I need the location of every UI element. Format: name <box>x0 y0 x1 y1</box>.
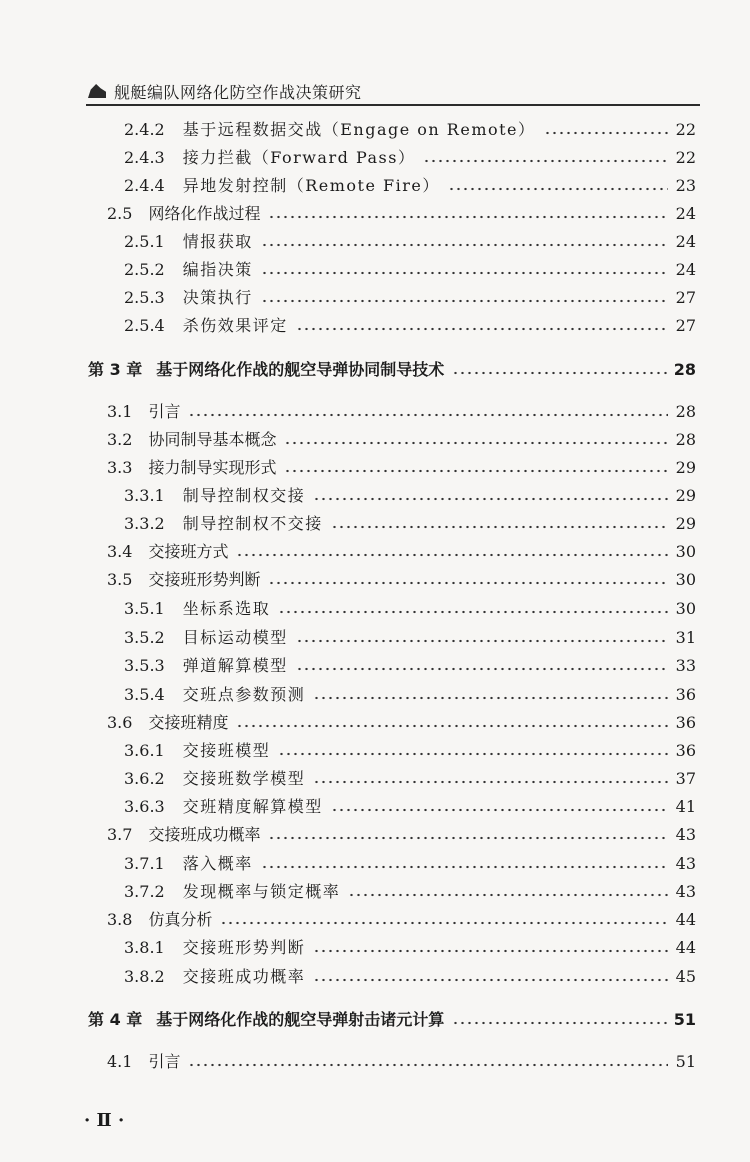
section-title: 交班点参数预测 <box>182 685 306 704</box>
section-title: 交接班成功概率 <box>148 825 261 844</box>
dot-leader <box>268 581 668 585</box>
page-number: 30 <box>675 599 696 618</box>
toc-entry-3-4[interactable] <box>107 534 696 562</box>
section-title: 交接班模型 <box>182 741 271 760</box>
section-number: 2.5 <box>107 204 133 223</box>
toc-entry-3-3-2[interactable] <box>124 506 696 534</box>
page-number: 43 <box>675 882 696 901</box>
toc-entry-3-8-1[interactable] <box>124 930 696 958</box>
section-number: 2.5.2 <box>124 260 165 279</box>
section-number: 3.6.3 <box>124 797 165 816</box>
toc-entry-2-5[interactable] <box>107 196 696 224</box>
toc-entry-3-6-2[interactable] <box>124 761 696 789</box>
toc-entry-3-7[interactable] <box>107 817 696 845</box>
page-number: 43 <box>675 825 696 844</box>
section-title: 交接班成功概率 <box>182 967 306 986</box>
toc-entry-2-4-3[interactable] <box>124 140 696 168</box>
toc-entry-2-5-2[interactable] <box>124 252 696 280</box>
section-title: 弹道解算模型 <box>182 656 288 675</box>
page-number: 28 <box>675 402 696 421</box>
dot-leader <box>261 271 668 275</box>
toc-entry-3-8[interactable] <box>107 902 696 930</box>
dot-leader <box>220 921 668 925</box>
section-title: 接力制导实现形式 <box>148 458 277 477</box>
section-number: 3.5.3 <box>124 656 165 675</box>
section-number: 4.1 <box>107 1052 133 1071</box>
toc-entry-2-5-3[interactable] <box>124 280 696 308</box>
dot-leader <box>188 1063 668 1067</box>
section-number: 3.4 <box>107 542 133 561</box>
section-title: 交接班形势判断 <box>182 938 306 957</box>
toc-entry-3-3-1[interactable] <box>124 478 696 506</box>
page-number: 30 <box>675 570 696 589</box>
section-number: 3.3 <box>107 458 133 477</box>
page-number: 44 <box>675 910 696 929</box>
page-number: 45 <box>675 967 696 986</box>
section-title: 引言 <box>148 402 181 421</box>
section-title: 仿真分析 <box>148 910 213 929</box>
page-number: 36 <box>675 713 696 732</box>
toc-entry-2-4-4[interactable] <box>124 168 696 196</box>
section-title: 落入概率 <box>182 854 253 873</box>
section-title: 制导控制权不交接 <box>182 514 323 533</box>
dot-leader <box>236 553 668 557</box>
page-number: 22 <box>675 148 696 167</box>
dot-leader <box>313 497 668 501</box>
toc-entry-3-5-4[interactable] <box>124 677 696 705</box>
header-rule <box>86 104 700 106</box>
section-number: 3.1 <box>107 402 133 421</box>
toc-entry-3-6-3[interactable] <box>124 789 696 817</box>
dot-leader <box>236 724 668 728</box>
toc-entry-3-7-2[interactable] <box>124 874 696 902</box>
page-number: 44 <box>675 938 696 957</box>
section-number: 3.5.1 <box>124 599 165 618</box>
dot-leader <box>278 610 668 614</box>
dot-leader <box>261 865 668 869</box>
toc-entry-3-5-3[interactable] <box>124 648 696 676</box>
toc-entry-2-5-1[interactable] <box>124 224 696 252</box>
page-number: 30 <box>675 542 696 561</box>
page-number: 36 <box>675 685 696 704</box>
section-number: 3.3.2 <box>124 514 165 533</box>
dot-leader <box>313 949 668 953</box>
toc-entry-3-8-2[interactable] <box>124 959 696 987</box>
section-title: 制导控制权交接 <box>182 486 306 505</box>
section-title: 交班精度解算模型 <box>182 797 323 816</box>
page-number: 27 <box>675 316 696 335</box>
toc-entry-3-3[interactable] <box>107 450 696 478</box>
section-title: 协同制导基本概念 <box>148 430 277 449</box>
toc-entry-3-5-2[interactable] <box>124 620 696 648</box>
page-number: 22 <box>675 120 696 139</box>
dot-leader <box>268 836 668 840</box>
chapter-title: 基于网络化作战的舰空导弹协同制导技术 <box>156 360 445 379</box>
page-number: 51 <box>673 1010 696 1029</box>
section-title: 目标运动模型 <box>182 628 288 647</box>
section-title: 编指决策 <box>182 260 253 279</box>
section-title: 交接班形势判断 <box>148 570 261 589</box>
section-title: 情报获取 <box>182 232 253 251</box>
chapter-number: 第 4 章 <box>88 1010 143 1029</box>
section-title: 杀伤效果评定 <box>182 316 288 335</box>
page-folio: · Ⅱ · <box>84 1110 125 1131</box>
section-number: 2.5.1 <box>124 232 165 251</box>
section-title: 坐标系选取 <box>182 599 271 618</box>
section-number: 3.6.2 <box>124 769 165 788</box>
section-number: 2.4.3 <box>124 148 165 167</box>
page-number: 29 <box>675 458 696 477</box>
dot-leader <box>452 1021 667 1025</box>
page-number: 37 <box>675 769 696 788</box>
running-header-title: 舰艇编队网络化防空作战决策研究 <box>114 82 362 102</box>
section-number: 3.3.1 <box>124 486 165 505</box>
dot-leader <box>313 696 668 700</box>
dot-leader <box>284 469 668 473</box>
publisher-logo-icon <box>88 84 106 98</box>
section-number: 2.5.3 <box>124 288 165 307</box>
toc-entry-3-2[interactable] <box>107 422 696 450</box>
dot-leader <box>544 131 668 135</box>
toc-entry-3-6[interactable] <box>107 705 696 733</box>
section-title: 决策执行 <box>182 288 253 307</box>
section-title: 交接班数学模型 <box>182 769 306 788</box>
section-number: 2.4.2 <box>124 120 165 139</box>
section-title: 异地发射控制（Remote Fire） <box>182 176 440 195</box>
section-number: 3.7.1 <box>124 854 165 873</box>
toc-entry-3-1[interactable] <box>107 394 696 422</box>
page-number: 28 <box>673 360 696 379</box>
page-number: 41 <box>675 797 696 816</box>
dot-leader <box>261 299 668 303</box>
section-title: 网络化作战过程 <box>148 204 261 223</box>
page-number: 43 <box>675 854 696 873</box>
dot-leader <box>448 187 668 191</box>
page-number: 23 <box>675 176 696 195</box>
toc-entry-2-5-4[interactable] <box>124 308 696 336</box>
toc-entry-3-6-1[interactable] <box>124 733 696 761</box>
dot-leader <box>268 215 668 219</box>
dot-leader <box>331 808 668 812</box>
section-number: 3.6 <box>107 713 133 732</box>
page-number: 51 <box>675 1052 696 1071</box>
page-number: 31 <box>675 628 696 647</box>
dot-leader <box>188 413 668 417</box>
toc-entry-3-7-1[interactable] <box>124 846 696 874</box>
toc-entry-3-5[interactable] <box>107 562 696 590</box>
toc-entry-chapter-3[interactable] <box>88 352 696 380</box>
dot-leader <box>261 243 668 247</box>
page-number: 28 <box>675 430 696 449</box>
dot-leader <box>423 159 668 163</box>
section-number: 3.8.1 <box>124 938 165 957</box>
section-number: 3.2 <box>107 430 133 449</box>
section-number: 3.5.4 <box>124 685 165 704</box>
section-number: 3.8.2 <box>124 967 165 986</box>
dot-leader <box>313 978 668 982</box>
section-number: 3.7 <box>107 825 133 844</box>
toc-entry-4-1[interactable] <box>107 1044 696 1072</box>
page-number: 36 <box>675 741 696 760</box>
dot-leader <box>331 525 668 529</box>
page-number: 24 <box>675 204 696 223</box>
dot-leader <box>348 893 668 897</box>
dot-leader <box>452 371 667 375</box>
section-title: 交接班精度 <box>148 713 229 732</box>
section-title: 引言 <box>148 1052 181 1071</box>
section-title: 接力拦截（Forward Pass） <box>182 148 416 167</box>
dot-leader <box>284 441 668 445</box>
dot-leader <box>278 752 668 756</box>
dot-leader <box>296 667 668 671</box>
page-number: 29 <box>675 486 696 505</box>
chapter-number: 第 3 章 <box>88 360 143 379</box>
dot-leader <box>313 780 668 784</box>
section-number: 3.5 <box>107 570 133 589</box>
section-number: 3.6.1 <box>124 741 165 760</box>
page-number: 24 <box>675 232 696 251</box>
page-number: 24 <box>675 260 696 279</box>
toc-entry-chapter-4[interactable] <box>88 1002 696 1030</box>
running-header <box>88 78 362 104</box>
section-title: 发现概率与锁定概率 <box>182 882 341 901</box>
section-number: 3.8 <box>107 910 133 929</box>
toc-entry-3-5-1[interactable] <box>124 591 696 619</box>
section-title: 交接班方式 <box>148 542 229 561</box>
dot-leader <box>296 639 668 643</box>
section-number: 2.4.4 <box>124 176 165 195</box>
section-number: 2.5.4 <box>124 316 165 335</box>
dot-leader <box>296 327 668 331</box>
page-number: 29 <box>675 514 696 533</box>
page-number: 27 <box>675 288 696 307</box>
page-number: 33 <box>675 656 696 675</box>
toc-entry-2-4-2[interactable] <box>124 112 696 140</box>
chapter-title: 基于网络化作战的舰空导弹射击诸元计算 <box>156 1010 445 1029</box>
section-number: 3.7.2 <box>124 882 165 901</box>
section-number: 3.5.2 <box>124 628 165 647</box>
section-title: 基于远程数据交战（Engage on Remote） <box>182 120 536 139</box>
